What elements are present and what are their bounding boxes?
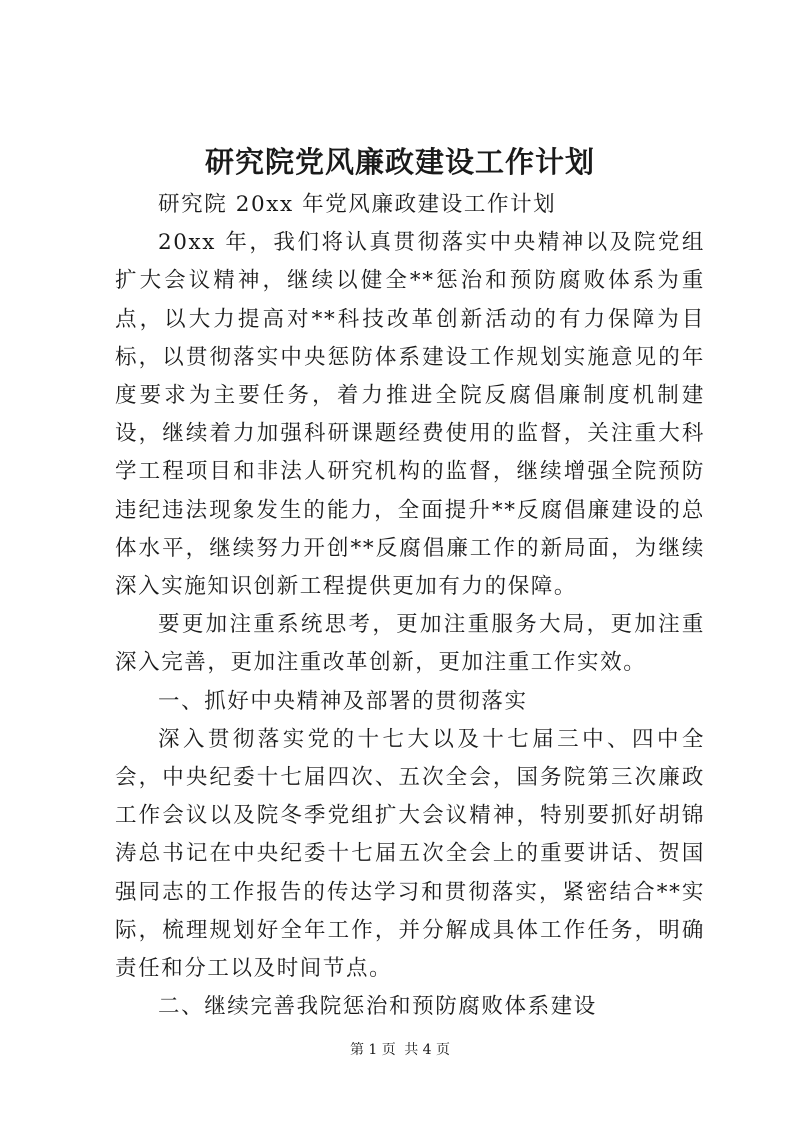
section-heading: 二、继续完善我院惩治和预防腐败体系建设	[158, 994, 597, 1020]
body-paragraph: 深入贯彻落实党的十七大以及十七届三中、四中全会，中央纪委十七届四次、五次全会，国务院第三次廉政工作会议以及院冬季党组扩大会议精神，特别要抓好胡锦涛总书记在中央纪委十七届五次全会上的重要讲话、贺国强同志的工作报告的传达学习和贯彻落实，紧密结合**实际，梳理规划好全年工作，并分解成具体工作任务，明确责任和分工以及时间节点。	[115, 726, 705, 982]
page-total: 共 4 页	[404, 1042, 451, 1058]
page-number: 第 1 页	[349, 1042, 396, 1058]
subtitle-paragraph: 研究院 20xx 年党风廉政建设工作计划	[158, 192, 557, 217]
section-heading: 一、抓好中央精神及部署的贯彻落实	[158, 688, 528, 714]
document-title: 研究院党风廉政建设工作计划	[204, 145, 595, 179]
body-paragraph: 要更加注重系统思考，更加注重服务大局，更加注重深入完善，更加注重改革创新，更加注重工作实效。	[115, 612, 705, 676]
document-body	[115, 186, 705, 1026]
page-footer	[0, 1040, 800, 1060]
body-paragraph: 20xx 年，我们将认真贯彻落实中央精神以及院党组扩大会议精神，继续以健全**惩治和预防腐败体系为重点，以大力提高对**科技改革创新活动的有力保障为目标，以贯彻落实中央惩防体系建设工作规划实施意见的年度要求为主要任务，着力推进全院反腐倡廉制度机制建设，继续着力加强科研课题经费使用的监督，关注重大科学工程项目和非法人研究机构的监督，继续增强全院预防违纪违法现象发生的能力，全面提升**反腐倡廉建设的总体水平，继续努力开创**反腐倡廉工作的新局面，为继续深入实施知识创新工程提供更加有力的保障。	[115, 230, 705, 600]
